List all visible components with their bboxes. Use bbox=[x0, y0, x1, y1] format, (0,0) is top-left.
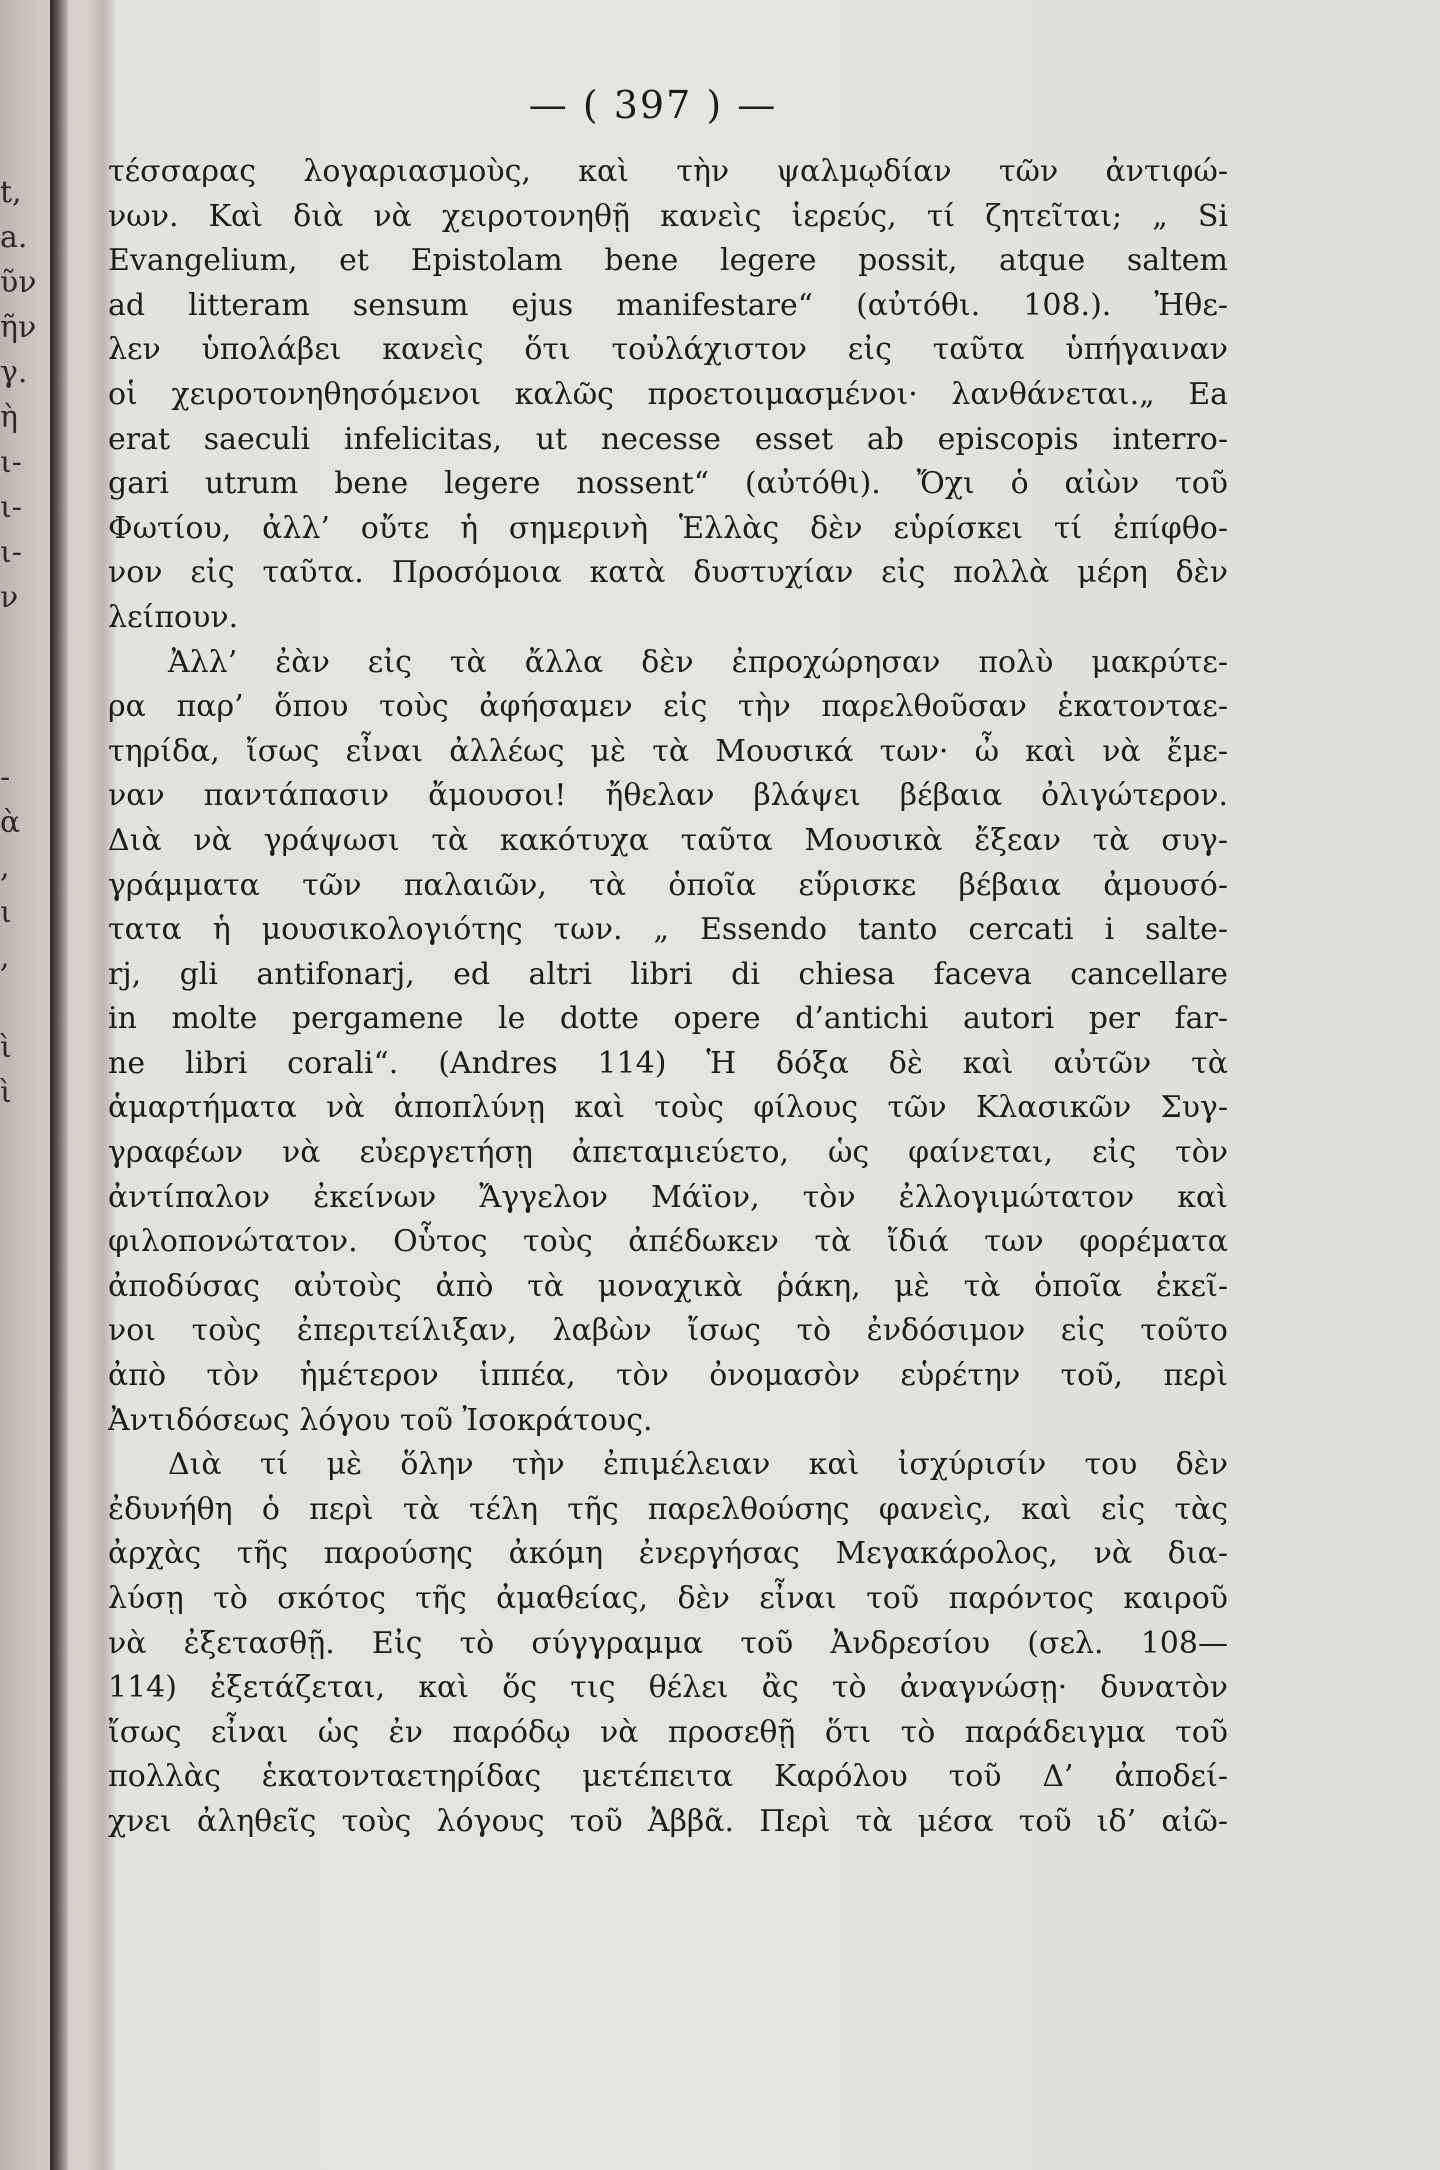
text-line: Evangelium, et Epistolam bene legere possit, atque saltem bbox=[108, 243, 1228, 279]
text-line: ναν παντάπασιν ἄμουσοι! ἤθελαν βλάψει βέβαια ὀλιγώτερον. bbox=[108, 778, 1228, 814]
text-line: ἀρχὰς τῆς παρούσης ἀκόμη ἐνεργήσας Μεγακάρολος, νὰ δια- bbox=[108, 1536, 1228, 1572]
text-line: Διὰ τί μὲ ὅλην τὴν ἐπιμέλειαν καὶ ἰσχύρισίν του δὲν bbox=[168, 1447, 1228, 1483]
margin-fragment bbox=[0, 1295, 48, 1340]
margin-fragment bbox=[0, 1115, 48, 1160]
text-line: χνει ἀληθεῖς τοὺς λόγους τοῦ Ἀββᾶ. Περὶ τὰ μέσα τοῦ ιδ’ αἰῶ- bbox=[108, 1803, 1228, 1839]
text-line: τέσσαρας λογαριασμοὺς, καὶ τὴν ψαλμῳδίαν τῶν ἀντιφώ- bbox=[108, 154, 1228, 189]
text-line: οἱ χειροτονηθησόμενοι καλῶς προετοιμασμένοι· λανθάνεται.„ Ea bbox=[108, 376, 1228, 412]
margin-fragment bbox=[0, 665, 48, 710]
margin-fragment: ι- bbox=[0, 535, 22, 570]
margin-fragment bbox=[0, 980, 48, 1025]
text-line: ἀντίπαλον ἐκείνων Ἄγγελον Μάϊον, τὸν ἐλλογιμώτατον καὶ bbox=[108, 1179, 1228, 1215]
page-number-header: — ( 397 ) — bbox=[528, 83, 778, 127]
margin-fragment: - bbox=[0, 760, 11, 795]
margin-fragment: ι bbox=[0, 895, 12, 930]
text-line: λύσῃ τὸ σκότος τῆς ἀμαθείας, δὲν εἶναι τοῦ παρόντος καιροῦ bbox=[108, 1581, 1228, 1616]
margin-fragment bbox=[0, 620, 48, 665]
text-line: νοι τοὺς ἐπεριτείλιξαν, λαβὼν ἴσως τὸ ἐνδόσιμον εἰς τοῦτο bbox=[108, 1313, 1228, 1349]
text-line: τηρίδα, ἴσως εἶναι ἀλλέως μὲ τὰ Μουσικά των· ὦ καὶ νὰ ἔμε- bbox=[108, 733, 1228, 769]
text-line: erat saeculi infelicitas, ut necesse esset ab episcopis interro- bbox=[108, 421, 1228, 457]
text-line: ne libri corali“. (Andres 114) Ἡ δόξα δὲ καὶ αὐτῶν τὰ bbox=[108, 1045, 1228, 1081]
margin-fragment: ὴ bbox=[0, 400, 18, 435]
text-line: ρα παρ’ ὅπου τοὺς ἀφήσαμεν εἰς τὴν παρελθοῦσαν ἑκατονταε- bbox=[108, 689, 1228, 725]
text-line: ἐδυνήθη ὁ περὶ τὰ τέλη τῆς παρελθούσης φανεὶς, καὶ εἰς τὰς bbox=[108, 1491, 1228, 1527]
text-line: Ἀντιδόσεως λόγου τοῦ Ἰσοκράτους. bbox=[108, 1402, 653, 1438]
margin-fragment: ὶ bbox=[0, 1075, 12, 1110]
margin-fragment: ὶ bbox=[0, 1030, 12, 1065]
margin-fragment: a. bbox=[0, 220, 28, 255]
text-line: ἴσως εἶναι ὡς ἐν παρόδῳ νὰ προσεθῇ ὅτι τὸ παράδειγμα τοῦ bbox=[108, 1714, 1228, 1750]
text-line: γραφέων νὰ εὐεργετήσῃ ἀπεταμιεύετο, ὡς φαίνεται, εἰς τὸν bbox=[108, 1135, 1228, 1171]
text-line: λεν ὑπολάβει κανεὶς ὅτι τοὐλάχιστον εἰς ταῦτα ὑπήγαιναν bbox=[108, 332, 1228, 368]
text-line: Διὰ νὰ γράψωσι τὰ κακότυχα ταῦτα Μουσικὰ ἔξεαν τὰ συγ- bbox=[108, 822, 1228, 858]
margin-fragment: ι- bbox=[0, 445, 22, 480]
text-line: πολλὰς ἑκατονταετηρίδας μετέπειτα Καρόλου τοῦ Δ’ ἀποδεί- bbox=[108, 1759, 1228, 1795]
margin-fragment bbox=[0, 710, 48, 755]
margin-fragment bbox=[0, 1385, 48, 1430]
text-line: νον εἰς ταῦτα. Προσόμοια κατὰ δυστυχίαν εἰς πολλὰ μέρη δὲν bbox=[108, 555, 1228, 591]
text-line: gari utrum bene legere nossent“ (αὐτόθι). Ὄχι ὁ αἰὼν τοῦ bbox=[108, 466, 1228, 502]
text-line: ἀποδύσας αὐτοὺς ἀπὸ τὰ μοναχικὰ ῥάκη, μὲ τὰ ὁποῖα ἐκεῖ- bbox=[108, 1268, 1228, 1304]
margin-fragment: , bbox=[0, 850, 10, 885]
text-line: λείπουν. bbox=[108, 599, 239, 635]
text-line: τατα ἡ μουσικολογιότης των. „ Essendo tanto cercati i salte- bbox=[108, 912, 1228, 948]
margin-fragment bbox=[0, 1430, 48, 1475]
text-line: in molte pergamene le dotte opere d’antichi autori per far- bbox=[108, 1001, 1228, 1037]
text-line: rj, gli antifonarj, ed altri libri di chiesa faceva cancellare bbox=[108, 956, 1228, 992]
text-line: νὰ ἐξετασθῇ. Εἰς τὸ σύγγραμμα τοῦ Ἀνδρεσίου (σελ. 108— bbox=[108, 1625, 1228, 1661]
margin-fragment: ὰ bbox=[0, 805, 21, 840]
page-body-text bbox=[108, 150, 1228, 1845]
text-line: 114) ἐξετάζεται, καὶ ὅς τις θέλει ἂς τὸ ἀναγνώσῃ· δυνατὸν bbox=[108, 1670, 1228, 1706]
text-line: Φωτίου, ἀλλ’ οὔτε ἡ σημερινὴ Ἑλλὰς δὲν εὑρίσκει τί ἐπίφθο- bbox=[108, 510, 1228, 546]
margin-fragment bbox=[0, 1205, 48, 1250]
book-page bbox=[108, 60, 1228, 1845]
facing-page-margin-fragments bbox=[0, 170, 48, 1565]
margin-fragment: ν bbox=[0, 580, 19, 615]
margin-fragment: , bbox=[0, 940, 10, 975]
margin-fragment bbox=[0, 1250, 48, 1295]
margin-fragment: ῆν bbox=[0, 310, 37, 345]
text-line: ἀπὸ τὸν ἡμέτερον ἱππέα, τὸν ὀνομασὸν εὑρέτην τοῦ, περὶ bbox=[108, 1358, 1228, 1394]
margin-fragment: γ. bbox=[0, 355, 28, 390]
text-line: φιλοπονώτατον. Οὗτος τοὺς ἀπέδωκεν τὰ ἴδιά των φορέματα bbox=[108, 1224, 1228, 1260]
book-gutter-shadow bbox=[50, 0, 68, 2170]
margin-fragment: t, bbox=[0, 175, 22, 210]
text-line: ad litteram sensum ejus manifestare“ (αὐτόθι. 108.). Ἠθε- bbox=[108, 287, 1228, 323]
text-line: Ἀλλ’ ἐὰν εἰς τὰ ἄλλα δὲν ἐπροχώρησαν πολὺ μακρύτε- bbox=[168, 644, 1228, 680]
margin-fragment bbox=[0, 1340, 48, 1385]
margin-fragment bbox=[0, 1475, 48, 1520]
margin-fragment: ῦν bbox=[0, 265, 37, 300]
text-line: γράμματα τῶν παλαιῶν, τὰ ὁποῖα εὕρισκε βέβαια ἀμουσό- bbox=[108, 867, 1228, 903]
text-line: ἁμαρτήματα νὰ ἀποπλύνῃ καὶ τοὺς φίλους τῶν Κλασικῶν Συγ- bbox=[108, 1090, 1228, 1126]
margin-fragment bbox=[0, 1160, 48, 1205]
text-line: νων. Καὶ διὰ νὰ χειροτονηθῇ κανεὶς ἱερεύς, τί ζητεῖται; „ Si bbox=[108, 198, 1228, 234]
margin-fragment bbox=[0, 1520, 48, 1565]
margin-fragment: ι- bbox=[0, 490, 22, 525]
